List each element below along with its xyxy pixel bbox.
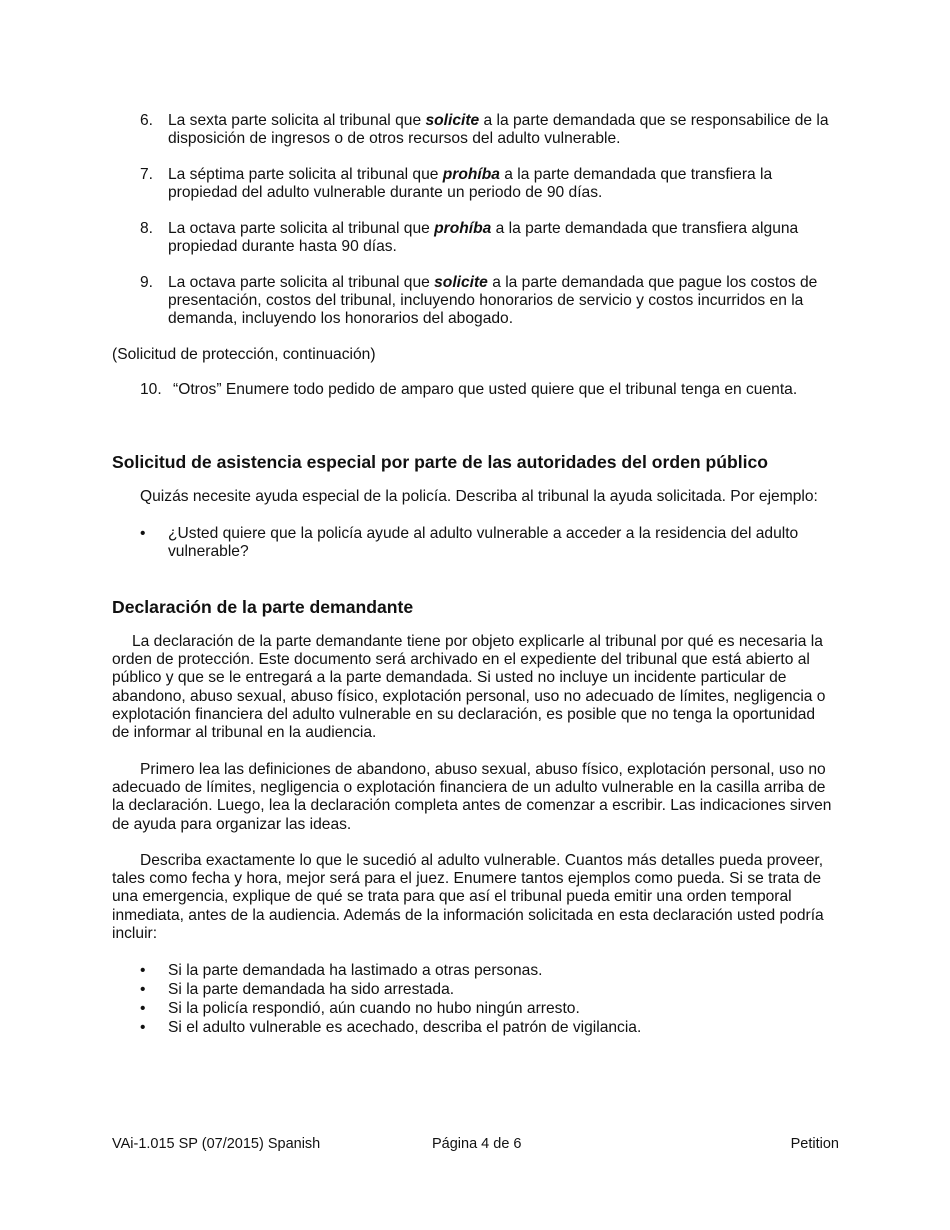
footer-form-id: VAi-1.015 SP (07/2015) Spanish bbox=[112, 1136, 321, 1152]
item-text-emphasis: solicite bbox=[434, 274, 488, 291]
item-text-post: a la parte demandada que transfiera alguna propiedad durante hasta 90 días. bbox=[168, 220, 799, 256]
bullet-text: ¿Usted quiere que la policía ayude al adulto vulnerable a acceder a la residencia del adulto vulnerable? bbox=[168, 525, 799, 561]
declaration-paragraph-3: Describa exactamente lo que le sucedió al adulto vulnerable. Cuantos más detalles pueda proveer, tales como fecha y hora, mejor será para el juez. Enumere tantos ejemplos como pueda. Si se trata de una emergencia, explique de qué se trata para que así el tribunal pueda emitir una orden temporal inmediata, antes de la audiencia. Además de la información solicitada en esta declaración usted podría incluir: bbox=[112, 852, 824, 942]
footer-page-number: Página 4 de 6 bbox=[432, 1136, 522, 1152]
item-number: 7. bbox=[140, 166, 154, 183]
item-text-pre: La octava parte solicita al tribunal que bbox=[168, 220, 435, 237]
section-heading-police: Solicitud de asistencia especial por parte de las autoridades del orden público bbox=[112, 452, 769, 472]
bullet-text: Si la parte demandada ha sido arrestada. bbox=[168, 981, 455, 998]
item-text-emphasis: prohíba bbox=[434, 220, 492, 237]
bullet-dot: • bbox=[140, 1000, 146, 1017]
bullet-dot: • bbox=[140, 1019, 146, 1036]
item-text-post: a la parte demandada que se responsabilice de la disposición de ingresos o de otros recursos del adulto vulnerable. bbox=[168, 112, 829, 148]
declaration-bullet bbox=[140, 1000, 840, 1018]
bullet-dot: • bbox=[140, 525, 146, 542]
item-text-pre: La sexta parte solicita al tribunal que bbox=[168, 112, 426, 129]
item-number: 10. bbox=[140, 381, 162, 398]
item-text-emphasis: prohíba bbox=[442, 166, 500, 183]
bullet-text: Si el adulto vulnerable es acechado, describa el patrón de vigilancia. bbox=[168, 1019, 642, 1036]
continuation-note: (Solicitud de protección, continuación) bbox=[112, 346, 376, 363]
item-number: 6. bbox=[140, 112, 154, 129]
request-item-8 bbox=[140, 220, 810, 256]
bullet-text: Si la policía respondió, aún cuando no hubo ningún arresto. bbox=[168, 1000, 580, 1017]
item-text-pre: La séptima parte solicita al tribunal que bbox=[168, 166, 443, 183]
bullet-dot: • bbox=[140, 962, 146, 979]
request-item-9 bbox=[140, 274, 840, 329]
declaration-bullet bbox=[140, 962, 840, 980]
item-text-emphasis: solicite bbox=[425, 112, 480, 129]
police-bullet bbox=[140, 525, 820, 561]
declaration-paragraph-1: La declaración de la parte demandante tiene por objeto explicarle al tribunal por qué es necesaria la orden de protección. Este documento será archivado en el expediente del tribunal que está abierto al público y que se le entregará a la parte demandada. Si usted no incluye un incidente particular de abandono, abuso sexual, abuso físico, explotación personal, uso no adecuado de límites, negligencia o explotación financiera del adulto vulnerable en su declaración, es posible que no tenga la oportunidad de informar al tribunal en la audiencia. bbox=[112, 633, 826, 742]
bullet-text: Si la parte demandada ha lastimado a otras personas. bbox=[168, 962, 543, 979]
declaration-bullet bbox=[140, 1019, 840, 1037]
item-text-pre: La octava parte solicita al tribunal que bbox=[168, 274, 435, 291]
item-number: 8. bbox=[140, 220, 154, 237]
item-text-post: a la parte demandada que transfiera la propiedad del adulto vulnerable durante un periodo de 90 días. bbox=[168, 166, 773, 202]
item-text-post: a la parte demandada que pague los costos de presentación, costos del tribunal, incluyendo honorarios de servicio y costos incurridos en la demanda, incluyendo los honorarios del abogado. bbox=[168, 274, 818, 328]
item-text: “Otros” Enumere todo pedido de amparo que usted quiere que el tribunal tenga en cuenta. bbox=[173, 381, 798, 398]
item-number: 9. bbox=[140, 274, 154, 291]
declaration-paragraph-2: Primero lea las definiciones de abandono, abuso sexual, abuso físico, explotación personal, uso no adecuado de límites, negligencia o explotación financiera de un adulto vulnerable en la casilla arriba de la declaración. Luego, lea la declaración completa antes de comenzar a escribir. Las indicaciones sirven de ayuda para organizar las ideas. bbox=[112, 761, 832, 833]
bullet-dot: • bbox=[140, 981, 146, 998]
section-heading-declaration: Declaración de la parte demandante bbox=[112, 597, 414, 617]
request-item-7 bbox=[140, 166, 840, 202]
police-intro: Quizás necesite ayuda especial de la policía. Describa al tribunal la ayuda solicitada. Por ejemplo: bbox=[140, 488, 818, 505]
request-item-6 bbox=[140, 112, 840, 148]
declaration-bullet bbox=[140, 981, 840, 999]
request-item-10 bbox=[140, 381, 800, 399]
footer-doc-type: Petition bbox=[790, 1136, 839, 1152]
